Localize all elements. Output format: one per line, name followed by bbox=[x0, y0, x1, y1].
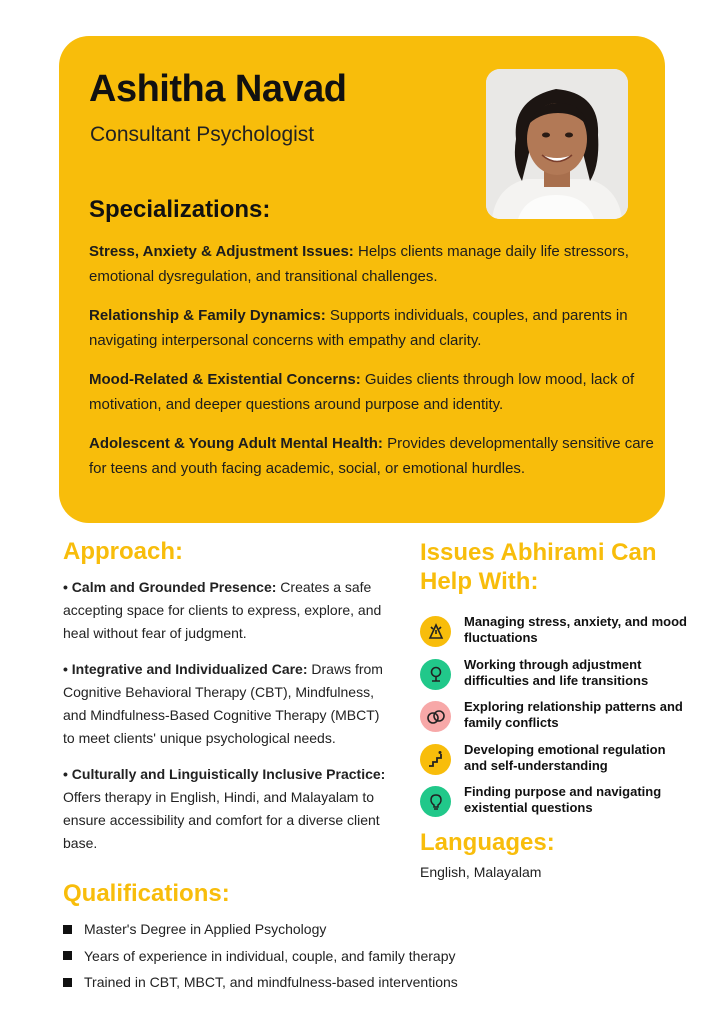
portrait-image bbox=[486, 69, 628, 219]
languages-heading: Languages: bbox=[420, 829, 555, 856]
issue-item bbox=[420, 657, 710, 700]
issues-list bbox=[420, 614, 710, 827]
specialization-item bbox=[89, 431, 659, 481]
approach-item bbox=[63, 763, 393, 855]
specializations-heading: Specializations: bbox=[89, 196, 271, 223]
issue-item bbox=[420, 742, 710, 785]
approach-title: • Integrative and Individualized Care: bbox=[63, 661, 308, 677]
specialization-title: Stress, Anxiety & Adjustment Issues: bbox=[89, 243, 354, 260]
psychologist-role: Consultant Psychologist bbox=[90, 123, 315, 146]
lightbulb-icon bbox=[420, 786, 451, 817]
specialization-item bbox=[89, 367, 659, 417]
approach-item bbox=[63, 658, 393, 750]
languages-value: English, Malayalam bbox=[420, 864, 542, 880]
approach-text: Creates a safe accepting space for clients to express, explore, and heal without fear of judgment. bbox=[63, 579, 382, 641]
square-bullet-icon bbox=[63, 925, 72, 934]
issues-heading: Issues Abhirami Can Help With: bbox=[420, 539, 657, 595]
profile-card bbox=[59, 36, 665, 523]
issue-item bbox=[420, 699, 710, 742]
approach-text: Offers therapy in English, Hindi, and Malayalam to ensure accessibility and comfort for a diverse client base. bbox=[63, 789, 380, 851]
profile-photo bbox=[486, 69, 628, 219]
issue-text: Working through adjustment difficulties and life transitions bbox=[464, 656, 649, 688]
psychologist-name: Ashitha Navad bbox=[89, 68, 347, 110]
qualification-item bbox=[63, 943, 663, 970]
qualifications-list bbox=[63, 916, 663, 996]
specialization-title: Mood-Related & Existential Concerns: bbox=[89, 371, 361, 388]
qualification-text: Trained in CBT, MBCT, and mindfulness-based interventions bbox=[84, 974, 458, 991]
approach-text: Draws from Cognitive Behavioral Therapy (CBT), Mindfulness, and Mindfulness-Based Cognitive Therapy (MBCT) to meet clients' unique psychological needs. bbox=[63, 661, 383, 746]
qualification-text: Master's Degree in Applied Psychology bbox=[84, 921, 327, 938]
specialization-text: Guides clients through low mood, lack of motivation, and deeper questions around purpose and identity. bbox=[89, 371, 635, 413]
qualification-text: Years of experience in individual, couple, and family therapy bbox=[84, 947, 456, 964]
issue-item bbox=[420, 614, 710, 657]
approach-item bbox=[63, 576, 393, 645]
approach-list bbox=[63, 576, 393, 868]
qualifications-heading: Qualifications: bbox=[63, 880, 230, 907]
specialization-text: Supports individuals, couples, and parents in navigating interpersonal concerns with empathy and clarity. bbox=[89, 307, 628, 349]
issue-text: Finding purpose and navigating existential questions bbox=[464, 784, 662, 815]
stairs-icon bbox=[420, 744, 451, 775]
rings-icon bbox=[420, 701, 451, 732]
specialization-title: Adolescent & Young Adult Mental Health: bbox=[89, 435, 383, 452]
approach-heading: Approach: bbox=[63, 538, 183, 565]
qualification-item bbox=[63, 916, 663, 943]
specialization-item bbox=[89, 239, 659, 289]
tree-icon bbox=[420, 659, 451, 690]
square-bullet-icon bbox=[63, 951, 72, 960]
qualification-item bbox=[63, 969, 663, 996]
specialization-text: Helps clients manage daily life stressors, emotional dysregulation, and transitional challenges. bbox=[89, 243, 629, 285]
approach-title: • Culturally and Linguistically Inclusive Practice: bbox=[63, 766, 386, 782]
specializations-list bbox=[89, 239, 659, 495]
approach-title: • Calm and Grounded Presence: bbox=[63, 579, 277, 595]
stress-icon bbox=[420, 616, 451, 647]
specialization-title: Relationship & Family Dynamics: bbox=[89, 307, 326, 324]
issue-text: Exploring relationship patterns and family conflicts bbox=[464, 699, 683, 730]
issue-text: Developing emotional regulation and self-understanding bbox=[464, 741, 666, 773]
issue-item bbox=[420, 784, 710, 827]
square-bullet-icon bbox=[63, 978, 72, 987]
issue-text: Managing stress, anxiety, and mood fluctuations bbox=[464, 614, 687, 645]
specialization-text: Provides developmentally sensitive care for teens and youth facing academic, social, or emotional hurdles. bbox=[89, 435, 654, 477]
specialization-item bbox=[89, 303, 659, 353]
